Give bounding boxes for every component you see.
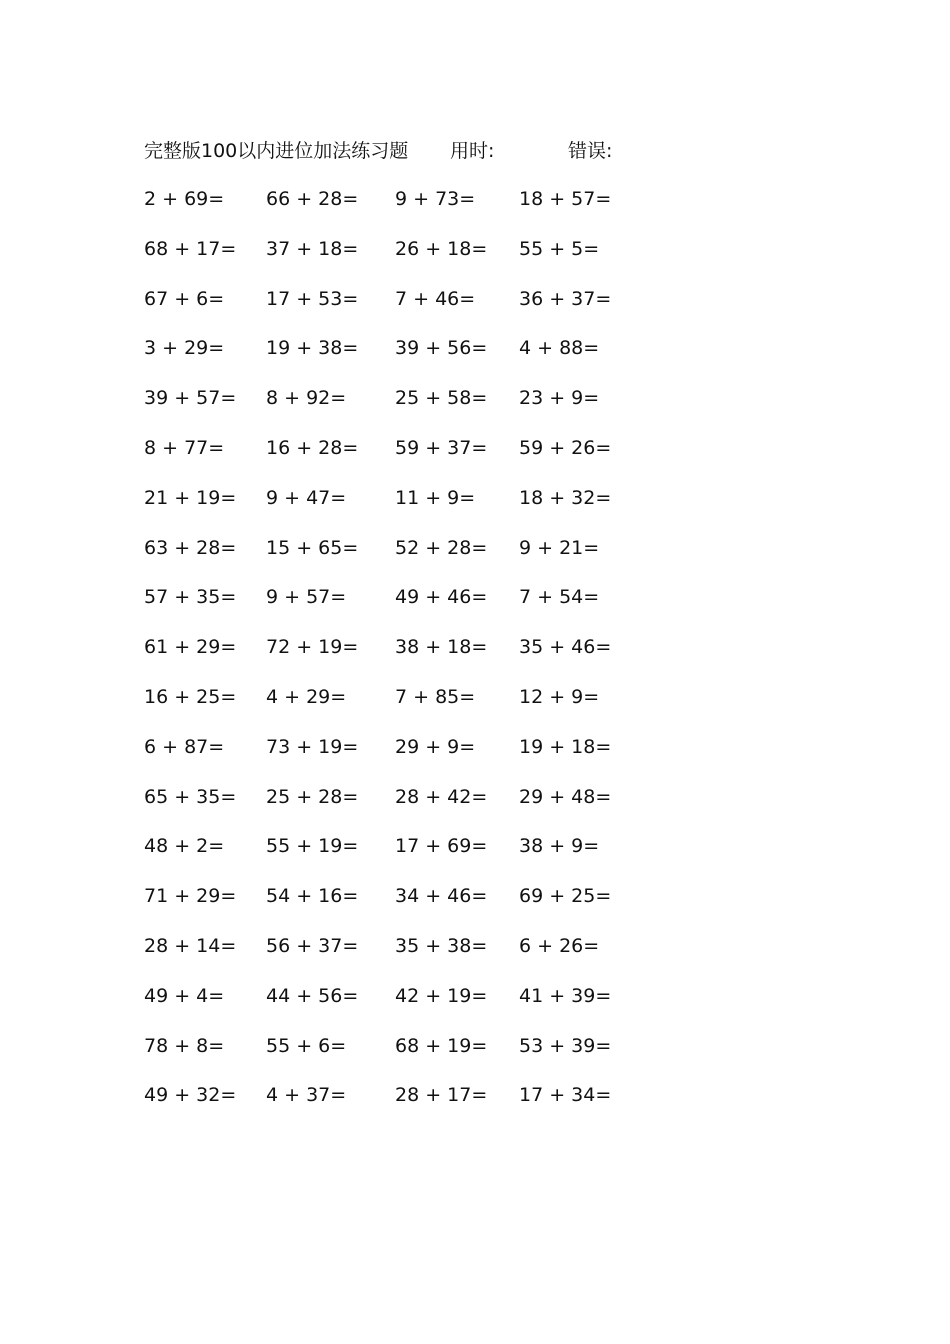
problem-row <box>0 333 950 363</box>
problem-item: 21 + 19= <box>144 486 237 509</box>
problem-item: 48 + 2= <box>144 835 225 858</box>
problem-row <box>0 582 950 612</box>
problem-item: 28 + 17= <box>395 1084 488 1107</box>
problem-item: 25 + 58= <box>395 387 488 410</box>
problem-item: 28 + 14= <box>144 935 237 957</box>
problem-item: 9 + 47= <box>266 486 347 509</box>
problem-item: 65 + 35= <box>144 785 237 808</box>
problem-row <box>0 1080 950 1110</box>
problem-item: 42 + 19= <box>395 984 488 1007</box>
problem-item: 16 + 28= <box>266 437 359 459</box>
problem-item: 2 + 69= <box>144 188 225 210</box>
problem-item: 39 + 57= <box>144 387 237 410</box>
problem-item: 49 + 4= <box>144 984 225 1007</box>
problem-item: 8 + 77= <box>144 437 225 459</box>
problem-item: 38 + 18= <box>395 636 488 659</box>
problem-item: 66 + 28= <box>266 188 359 210</box>
problem-item: 71 + 29= <box>144 885 237 908</box>
problem-row <box>0 483 950 513</box>
problem-item: 61 + 29= <box>144 636 237 659</box>
problem-item: 35 + 46= <box>519 636 612 659</box>
problem-item: 7 + 54= <box>519 586 600 609</box>
problem-item: 17 + 53= <box>266 287 359 310</box>
problem-item: 6 + 87= <box>144 735 225 758</box>
problem-row <box>0 533 950 563</box>
errors-label: 错误: <box>568 140 613 162</box>
problem-item: 72 + 19= <box>266 636 359 659</box>
problem-item: 7 + 85= <box>395 686 476 708</box>
problem-item: 55 + 6= <box>266 1034 347 1057</box>
problem-row <box>0 682 950 712</box>
problem-item: 29 + 9= <box>395 735 476 758</box>
problem-item: 19 + 38= <box>266 337 359 360</box>
problem-row <box>0 632 950 662</box>
problem-item: 39 + 56= <box>395 337 488 360</box>
problem-item: 54 + 16= <box>266 885 359 908</box>
problem-item: 37 + 18= <box>266 237 359 260</box>
problem-item: 7 + 46= <box>395 287 476 310</box>
problem-item: 26 + 18= <box>395 237 488 260</box>
problem-row <box>0 981 950 1011</box>
problem-item: 18 + 32= <box>519 486 612 509</box>
problem-item: 55 + 5= <box>519 237 600 260</box>
problem-row <box>0 284 950 314</box>
problem-item: 55 + 19= <box>266 835 359 858</box>
problem-item: 44 + 56= <box>266 984 359 1007</box>
problem-item: 68 + 17= <box>144 237 237 260</box>
problem-item: 19 + 18= <box>519 735 612 758</box>
problem-item: 38 + 9= <box>519 835 600 858</box>
problem-item: 11 + 9= <box>395 486 476 509</box>
problem-row <box>0 782 950 812</box>
problem-item: 4 + 37= <box>266 1084 347 1107</box>
problem-item: 36 + 37= <box>519 287 612 310</box>
problem-item: 53 + 39= <box>519 1034 612 1057</box>
problem-item: 28 + 42= <box>395 785 488 808</box>
time-label: 用时: <box>450 140 495 162</box>
problem-row <box>0 931 950 961</box>
problem-item: 9 + 57= <box>266 586 347 609</box>
problem-row <box>0 831 950 861</box>
problem-row <box>0 433 950 463</box>
problem-item: 25 + 28= <box>266 785 359 808</box>
problem-item: 56 + 37= <box>266 935 359 957</box>
problem-item: 4 + 88= <box>519 337 600 360</box>
problem-item: 9 + 21= <box>519 536 600 559</box>
problem-item: 34 + 46= <box>395 885 488 908</box>
worksheet-title: 完整版100以内进位加法练习题 <box>144 140 409 162</box>
problem-row <box>0 383 950 413</box>
problem-item: 63 + 28= <box>144 536 237 559</box>
problem-row <box>0 234 950 264</box>
problem-item: 59 + 37= <box>395 437 488 459</box>
problem-item: 29 + 48= <box>519 785 612 808</box>
problem-item: 69 + 25= <box>519 885 612 908</box>
problem-item: 15 + 65= <box>266 536 359 559</box>
problem-item: 52 + 28= <box>395 536 488 559</box>
problem-item: 6 + 26= <box>519 935 600 957</box>
problem-row <box>0 881 950 911</box>
problem-item: 49 + 46= <box>395 586 488 609</box>
problem-item: 9 + 73= <box>395 188 476 210</box>
problem-item: 73 + 19= <box>266 735 359 758</box>
problem-item: 78 + 8= <box>144 1034 225 1057</box>
problem-item: 57 + 35= <box>144 586 237 609</box>
problem-item: 4 + 29= <box>266 686 347 708</box>
problem-item: 35 + 38= <box>395 935 488 957</box>
problem-item: 17 + 34= <box>519 1084 612 1107</box>
problem-item: 17 + 69= <box>395 835 488 858</box>
problem-item: 8 + 92= <box>266 387 347 410</box>
problem-row <box>0 1031 950 1061</box>
problem-item: 18 + 57= <box>519 188 612 210</box>
problem-item: 67 + 6= <box>144 287 225 310</box>
problem-row <box>0 732 950 762</box>
problem-item: 3 + 29= <box>144 337 225 360</box>
problem-item: 23 + 9= <box>519 387 600 410</box>
problem-item: 68 + 19= <box>395 1034 488 1057</box>
problem-item: 49 + 32= <box>144 1084 237 1107</box>
problem-item: 41 + 39= <box>519 984 612 1007</box>
problem-item: 16 + 25= <box>144 686 237 708</box>
problem-item: 59 + 26= <box>519 437 612 459</box>
problem-row <box>0 184 950 214</box>
problem-item: 12 + 9= <box>519 686 600 708</box>
